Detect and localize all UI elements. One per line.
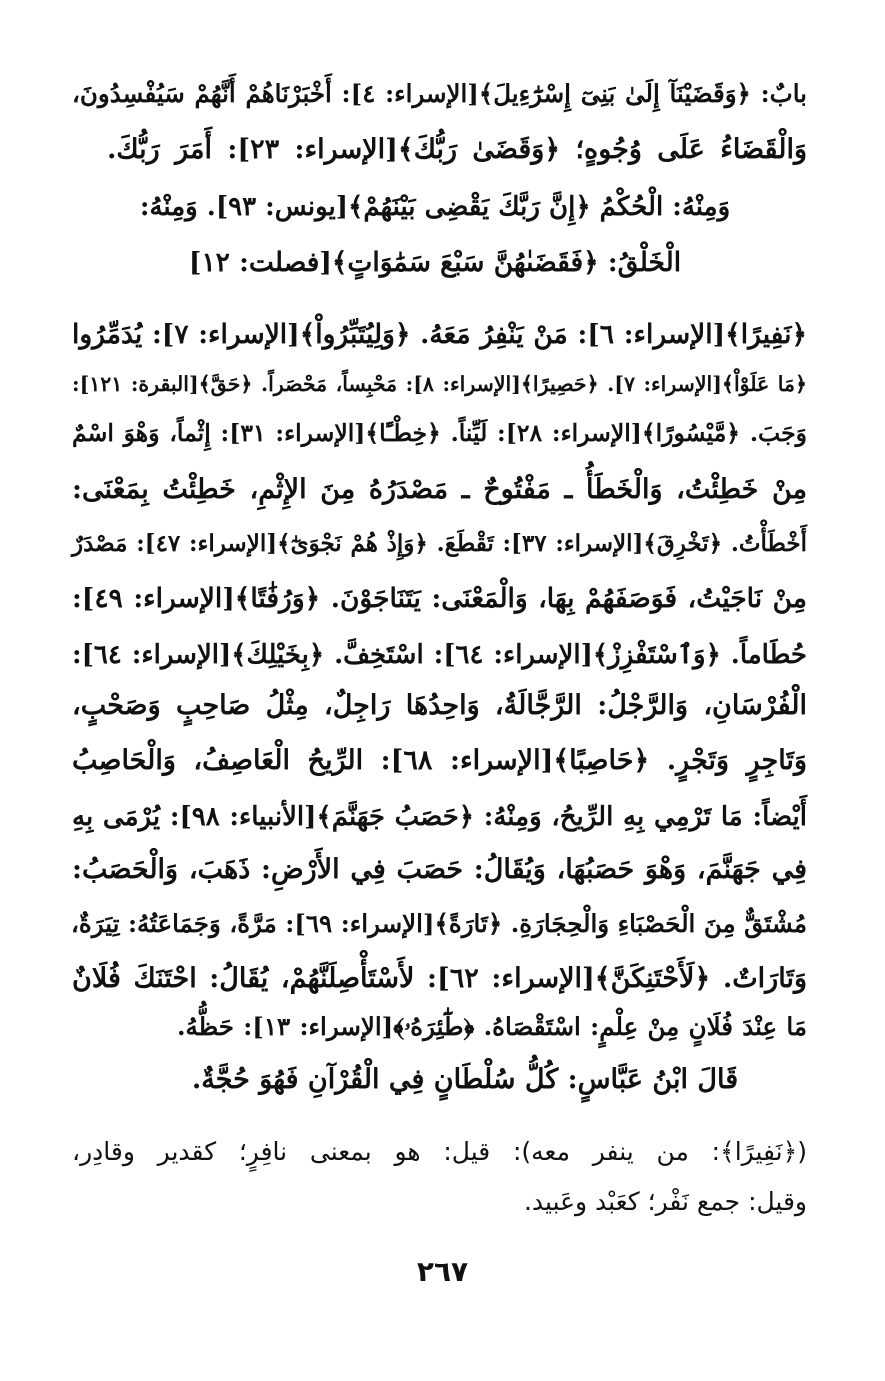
text-line-9: وَتَاجِرٍ وَتَجْرٍ. ﴿حَاصِبًا﴾[الإسراء: ٦٨]: الرِّيحُ الْعَاصِفُ، وَالْحَاصِبُ bbox=[72, 745, 807, 776]
header-line-4: الْخَلْقُ: ﴿فَقَضَىٰهُنَّ سَبْعَ سَمَٰوَاتٍ﴾[فصلت: ١٢] bbox=[188, 247, 682, 278]
text-line-6: مِنْ نَاجَيْتُ، فَوَصَفَهُمْ بِهَا، وَالْمَعْنَى: يَتَنَاجَوْنَ. ﴿وَرُفَٰتًا﴾[الإسراء: ٤٩]: bbox=[72, 583, 807, 614]
header-line-3: وَمِنْهُ: الْحُكْمُ ﴿إِنَّ رَبَّكَ يَقْضِى بَيْنَهُمْ﴾[يونس: ٩٣]. وَمِنْهُ: bbox=[139, 192, 731, 222]
footnote-line-2: وقيل: جمع نَفْر؛ كعَبْد وعَبيد. bbox=[523, 1187, 807, 1216]
header-line-2: وَالْقَضَاءُ عَلَى وُجُوهٍ؛ ﴿وَقَضَىٰ رَبُّكَ﴾[الإسراء: ٢٣]: أَمَرَ رَبُّكَ. bbox=[107, 134, 807, 165]
text-line-4: مِنْ خَطِئْتُ، وَالْخَطَأُ ـ مَفْتُوحٌ ـ مَصْدَرُهُ مِنَ الإِثْمِ، خَطِئْتُ بِمَعْنَى: bbox=[72, 474, 807, 505]
text-line-1: ﴿نَفِيرًا﴾[الإسراء: ٦]: مَنْ يَنْفِرُ مَعَهُ. ﴿وَلِيُتَبِّرُواْ﴾[الإسراء: ٧]: يُدَمِّرُوا bbox=[72, 319, 807, 350]
text-line-2: ﴿مَا عَلَوْاْ﴾[الإسراء: ٧]. ﴿حَصِيرًا﴾[الإسراء: ٨]: مَحْبِساً، مَحْصَراً. ﴿حَقَّ﴾[البقرة: ١٢١]: bbox=[72, 372, 807, 396]
text-line-12: مُشْتَقٌّ مِنَ الْحَصْبَاءِ وَالْحِجَارَةِ. ﴿تَارَةً﴾[الإسراء: ٦٩]: مَرَّةً، وَجَمَاعَتُهُ: تِيَرَةٌ، bbox=[70, 909, 807, 938]
text-line-5: أَخْطَأْتُ. ﴿تَخْرِقَ﴾[الإسراء: ٣٧]: تَقْطَعَ. ﴿وَإِذْ هُمْ نَجْوَىٰٓ﴾[الإسراء: ٤٧]: مَصْدَرٌ bbox=[72, 530, 807, 557]
text-line-3: وَجَبَ. ﴿مَّيْسُورًا﴾[الإسراء: ٢٨]: لَيِّناً. ﴿خِطْـًٔا﴾[الإسراء: ٣١]: إِثْماً، وَهْوَ اسْمٌ bbox=[72, 419, 808, 447]
header-line-1: بابٌ: ﴿وَقَضَيْنَآ إِلَىٰ بَنِىٓ إِسْرَٰٓءِيلَ﴾[الإسراء: ٤]: أَخْبَرْنَاهُمْ أَنَّهُمْ سَيُفْسِدُونَ، bbox=[72, 79, 807, 108]
footnote-line-1: (﴿نَفِيرًا﴾: من ينفر معه): قيل: هو بمعنى نافِرٍ؛ كقدير وقادِر، bbox=[72, 1137, 807, 1166]
page-number: ٢٦٧ bbox=[416, 1255, 469, 1288]
text-line-10: أَيْضاً: مَا تَرْمِي بِهِ الرِّيحُ، وَمِنْهُ: ﴿حَصَبُ جَهَنَّمَ﴾[الأنبياء: ٩٨]: يُرْمَى بِهِ bbox=[72, 802, 808, 832]
text-line-7: حُطَاماً. ﴿وَٱسْتَفْزِزْ﴾[الإسراء: ٦٤]: اسْتَخِفَّ. ﴿بِخَيْلِكَ﴾[الإسراء: ٦٤]: bbox=[72, 640, 807, 670]
ibn-abbas-quote: قَالَ ابْنُ عَبَّاسٍ: كُلُّ سُلْطَانٍ فِي الْقُرْآنِ فَهُوَ حُجَّةٌ. bbox=[191, 1064, 739, 1095]
text-line-14: مَا عِنْدَ فُلَانٍ مِنْ عِلْمٍ: اسْتَقْصَاهُ. ﴿طَٰٓئِرَهُۥ﴾[الإسراء: ١٣]: حَظُّهُ. bbox=[177, 1012, 807, 1041]
text-line-13: وَتَارَاتٌ. ﴿لَأَحْتَنِكَنَّ﴾[الإسراء: ٦٢]: لأَسْتَأْصِلَنَّهُمْ، يُقَالُ: احْتَنَكَ فُلَانٌ bbox=[72, 963, 807, 994]
text-line-8: الْفُرْسَانِ، وَالرَّجْلُ: الرَّجَّالَةُ، وَاحِدُهَا رَاجِلٌ، مِثْلُ صَاحِبٍ وَصَحْبٍ، bbox=[72, 690, 807, 721]
text-line-11: فِي جَهَنَّمَ، وَهْوَ حَصَبُهَا، وَيُقَالُ: حَصَبَ فِي الأَرْضِ: ذَهَبَ، وَالْحَصَبُ: bbox=[72, 854, 807, 885]
